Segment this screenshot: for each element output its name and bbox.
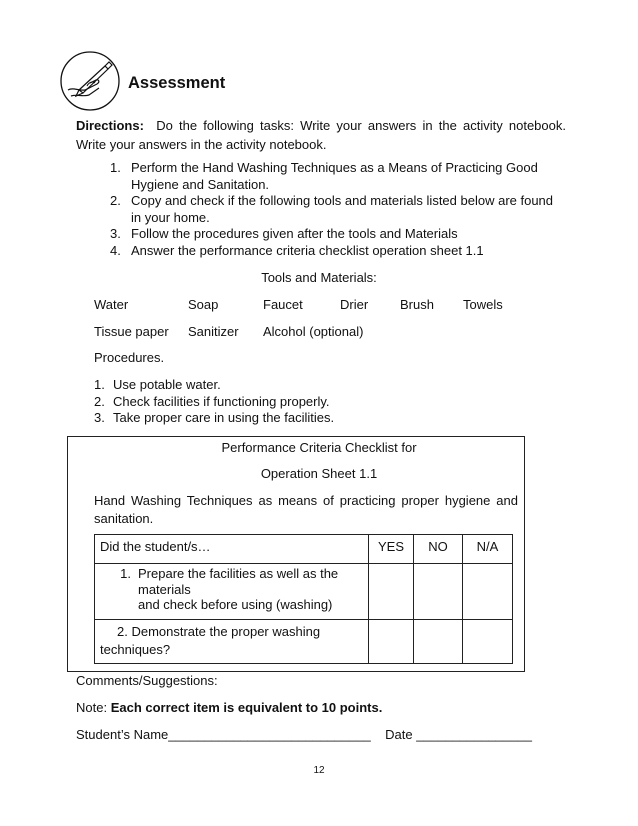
- tool-drier: Drier: [340, 297, 369, 312]
- tool-brush: Brush: [400, 297, 434, 312]
- criterion-1-number: 1.: [120, 566, 131, 581]
- directions: [76, 116, 566, 154]
- criterion-1-line1: Prepare the facilities as well as the: [138, 566, 339, 581]
- page-title: Assessment: [128, 74, 226, 92]
- criterion-1-no[interactable]: [414, 564, 463, 620]
- student-name-field[interactable]: ____________________________: [168, 727, 371, 742]
- header-yes: YES: [369, 535, 414, 564]
- criterion-1-yes[interactable]: [369, 564, 414, 620]
- tool-tissue-paper: Tissue paper: [94, 324, 169, 339]
- criterion-2: [95, 620, 369, 664]
- list-item: [110, 160, 565, 193]
- directions-label: Directions:: [76, 118, 144, 133]
- directions-text: Do the following tasks: Write your answers in the activity notebook. Write your answers in the activity notebook.: [76, 118, 566, 152]
- list-item-text: Copy and check if the following tools and materials listed below are found in your home.: [131, 193, 554, 225]
- list-item-number: 1.: [94, 377, 105, 392]
- page-number: 12: [313, 765, 325, 776]
- list-item-text: Use potable water.: [113, 377, 221, 392]
- header-na: N/A: [463, 535, 513, 564]
- table-row: [95, 620, 513, 664]
- list-item-text: Check facilities if functioning properly.: [113, 393, 330, 409]
- criterion-1-line2: materials: [138, 581, 191, 597]
- list-item-text: Answer the performance criteria checklist operation sheet 1.1: [131, 242, 484, 258]
- criterion-2-line1: 2. Demonstrate the proper washing: [117, 624, 321, 639]
- list-item: [94, 394, 544, 411]
- list-item-text: Take proper care in using the facilities.: [113, 410, 335, 425]
- list-item-number: 1.: [110, 160, 121, 175]
- criterion-2-na[interactable]: [463, 620, 513, 664]
- date-label: Date: [385, 727, 413, 742]
- list-item-number: 3.: [110, 226, 121, 241]
- header-question: Did the student/s…: [95, 535, 369, 564]
- criterion-2-yes[interactable]: [369, 620, 414, 664]
- list-item-number: 3.: [94, 410, 105, 425]
- list-item: [110, 226, 565, 243]
- note: [76, 700, 382, 715]
- student-name-label: Student’s Name: [76, 727, 169, 742]
- task-list: [110, 160, 565, 259]
- tools-title: Tools and Materials:: [261, 270, 377, 285]
- procedures-title: Procedures.: [94, 350, 165, 365]
- note-label: Note:: [76, 700, 108, 715]
- tool-water: Water: [94, 297, 129, 312]
- date-field[interactable]: ________________: [416, 727, 532, 742]
- comments-label: Comments/Suggestions:: [76, 673, 218, 688]
- header-no: NO: [414, 535, 463, 564]
- criterion-2-no[interactable]: [414, 620, 463, 664]
- criterion-1-line3: and check before using (washing): [138, 597, 333, 612]
- checklist-subtitle: Operation Sheet 1.1: [260, 466, 378, 481]
- table-row: [95, 564, 513, 620]
- criterion-2-line2: techniques?: [100, 642, 171, 657]
- tool-towels: Towels: [463, 297, 503, 312]
- list-item: [110, 193, 565, 226]
- list-item-number: 2.: [110, 193, 121, 208]
- criterion-1: [95, 564, 369, 620]
- table-header-row: [95, 535, 513, 564]
- note-text: Each correct item is equivalent to 10 points.: [110, 700, 383, 715]
- list-item-number: 2.: [94, 393, 105, 409]
- list-item-text: Perform the Hand Washing Techniques as a Means of Practicing Good Hygiene and Sanitation.: [131, 160, 538, 192]
- list-item: [94, 377, 544, 394]
- checklist-table: [94, 534, 513, 664]
- list-item: [94, 410, 544, 427]
- tool-soap: Soap: [188, 297, 219, 312]
- tool-alcohol: Alcohol (optional): [263, 324, 364, 339]
- checklist-description: Hand Washing Techniques as means of practicing proper hygiene and sanitation.: [94, 493, 518, 526]
- list-item: [110, 243, 565, 260]
- tool-sanitizer: Sanitizer: [188, 324, 239, 339]
- hand-writing-icon: [59, 50, 121, 112]
- signature-line: [76, 727, 532, 742]
- criterion-1-na[interactable]: [463, 564, 513, 620]
- checklist-title: Performance Criteria Checklist for: [221, 440, 417, 455]
- procedure-list: [94, 377, 544, 427]
- list-item-number: 4.: [110, 242, 121, 258]
- list-item-text: Follow the procedures given after the tools and Materials: [131, 226, 458, 241]
- tool-faucet: Faucet: [263, 297, 303, 312]
